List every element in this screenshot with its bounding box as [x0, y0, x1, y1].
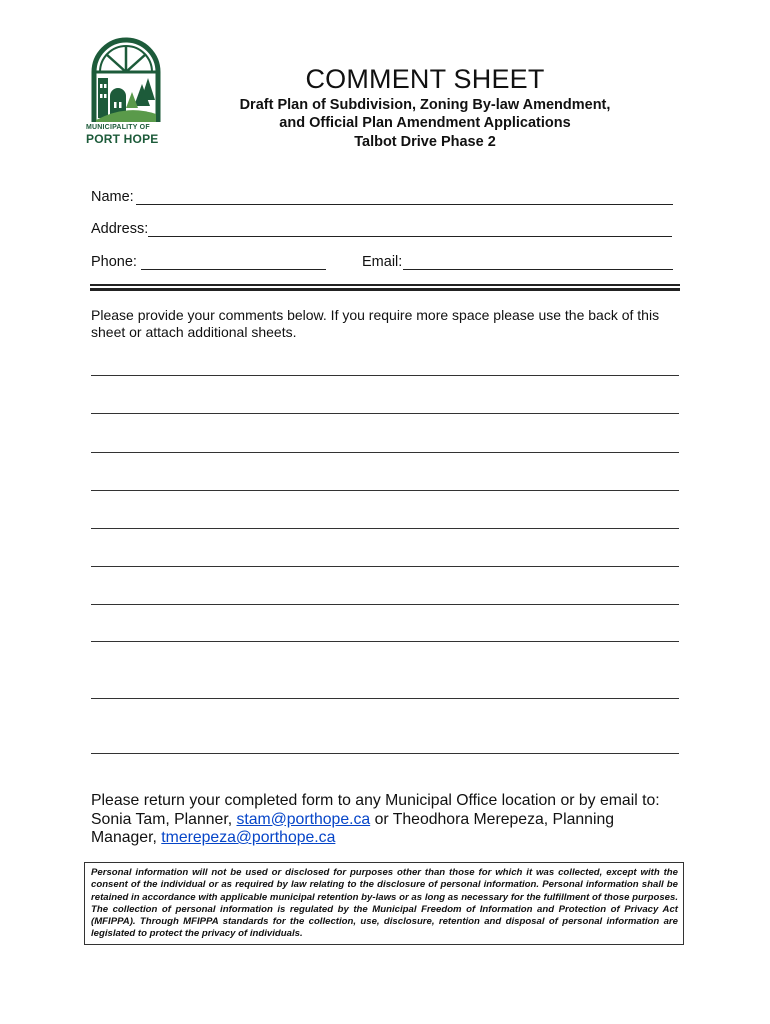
email-label: Email: — [362, 254, 403, 270]
instructions-text: Please provide your comments below. If you require more space please use the back of this sheet or attach additional sheets. — [91, 307, 660, 340]
comment-line[interactable] — [91, 375, 679, 376]
phone-field[interactable] — [141, 269, 326, 270]
comment-line[interactable] — [91, 641, 679, 642]
return-instructions — [91, 792, 681, 848]
comment-line[interactable] — [91, 753, 679, 754]
comment-line[interactable] — [91, 452, 679, 453]
privacy-notice: Personal information will not be used or disclosed for purposes other than those for which it was collected, except with the consent of the individual or as required by law relating to the disclosure of personal information. Personal information shall be retained in accordance with applicable municipal retention by-laws or as long as necessary for the fulfillment of those purposes. The collection of personal information is regulated by the Municipal Freedom of Information and Protection of Privacy Act (MFIPPA). Through MFIPPA standards for the collection, use, disclosure, retention and disposal of personal information are legislated to protect the privacy of individuals. — [84, 862, 684, 945]
section-divider — [90, 284, 680, 286]
comment-line[interactable] — [91, 566, 679, 567]
lighthouse-emblem-icon — [86, 34, 166, 124]
comment-line[interactable] — [91, 528, 679, 529]
return-text-middle: or Theodhora Merepeza, Planning Manager, — [91, 810, 615, 846]
logo-text-port-hope: PORT HOPE — [86, 132, 159, 146]
comment-line[interactable] — [91, 490, 679, 491]
name-field[interactable] — [136, 204, 673, 205]
logo-text-municipality-of: MUNICIPALITY OF — [86, 124, 150, 131]
subtitle-line-1: Draft Plan of Subdivision, Zoning By-law Amendment, — [239, 97, 611, 113]
return-text-prefix: Please return your completed form to any Municipal Office location or by email to: Sonia Tam, Planner, — [91, 792, 660, 828]
email-link-stam[interactable]: stam@porthope.ca — [236, 810, 371, 828]
email-link-tmerepeza[interactable]: tmerepeza@porthope.ca — [161, 829, 336, 846]
section-divider — [90, 288, 680, 291]
address-label: Address: — [91, 221, 149, 237]
subtitle-line-2: and Official Plan Amendment Applications — [279, 115, 571, 131]
comment-line[interactable] — [91, 413, 679, 414]
page-title: COMMENT SHEET — [305, 64, 545, 94]
phone-label: Phone: — [91, 254, 137, 270]
email-field[interactable] — [403, 269, 673, 270]
comment-line[interactable] — [91, 698, 679, 699]
subtitle-line-3: Talbot Drive Phase 2 — [354, 134, 496, 150]
name-label: Name: — [91, 189, 134, 205]
comment-line[interactable] — [91, 604, 679, 605]
municipality-logo — [86, 34, 166, 146]
address-field[interactable] — [148, 236, 672, 237]
